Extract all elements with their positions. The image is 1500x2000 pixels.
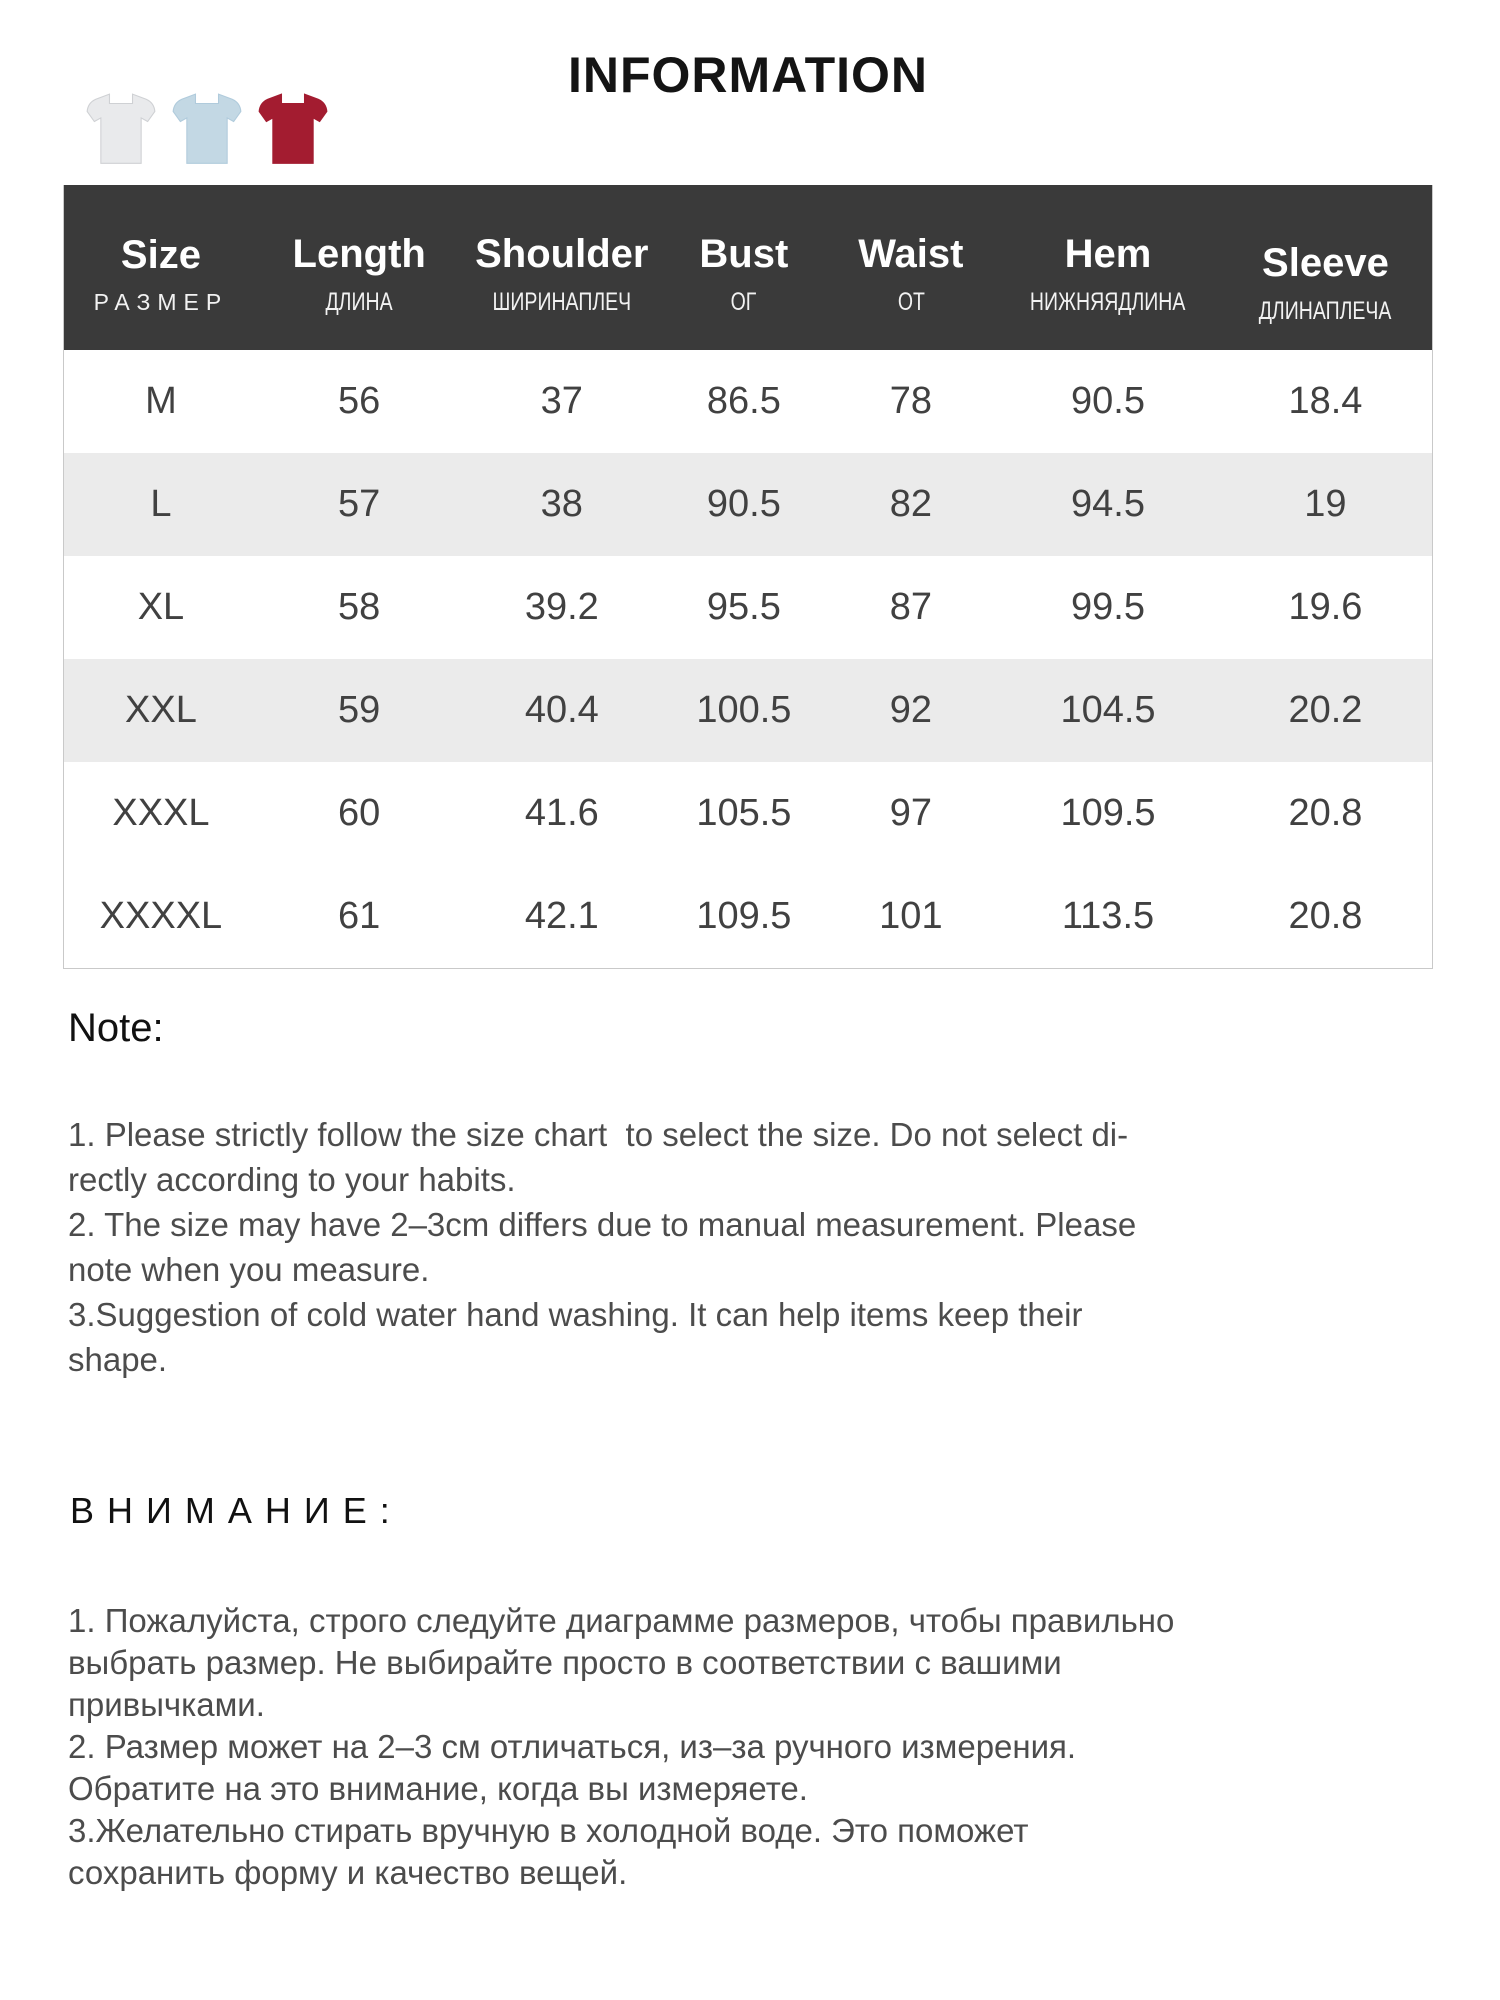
- col-label-sleeve-en: Sleeve: [1262, 240, 1389, 285]
- col-label-bust-ru: ОГ: [731, 287, 757, 316]
- col-header-length: [258, 185, 461, 350]
- note-line: note when you measure.: [68, 1251, 430, 1288]
- cell-size: XXXL: [64, 762, 258, 865]
- cell-sleeve: 19: [1219, 453, 1433, 556]
- cell-shoulder: 38: [461, 453, 664, 556]
- cell-size: L: [64, 453, 258, 556]
- cell-bust: 95.5: [663, 556, 825, 659]
- col-label-length-en: Length: [292, 231, 426, 276]
- cell-length: 57: [258, 453, 461, 556]
- cell-hem: 90.5: [997, 350, 1219, 453]
- col-label-hem-en: Hem: [1064, 231, 1152, 276]
- cell-shoulder: 41.6: [461, 762, 664, 865]
- col-header-bust: [663, 185, 825, 350]
- cell-shoulder: 40.4: [461, 659, 664, 762]
- cell-shoulder: 42.1: [461, 865, 664, 969]
- col-header-size: [64, 185, 258, 350]
- cell-length: 56: [258, 350, 461, 453]
- cell-length: 61: [258, 865, 461, 969]
- col-label-hem-ru: НИЖНЯЯДЛИНА: [1030, 287, 1186, 316]
- cell-bust: 100.5: [663, 659, 825, 762]
- col-label-shoulder-en: Shoulder: [475, 231, 649, 276]
- header-row: [64, 185, 1433, 350]
- cell-size: M: [64, 350, 258, 453]
- cell-sleeve: 20.2: [1219, 659, 1433, 762]
- cell-size: XXL: [64, 659, 258, 762]
- table-row-xxxl: [64, 762, 1433, 865]
- attention-heading: ВНИМАНИЕ:: [70, 1490, 403, 1531]
- col-label-size-en: Size: [120, 232, 201, 277]
- col-label-sleeve-ru: ДЛИНАПЛЕЧА: [1259, 296, 1392, 325]
- cell-hem: 99.5: [997, 556, 1219, 659]
- cell-hem: 109.5: [997, 762, 1219, 865]
- note-line: 3.Suggestion of cold water hand washing. It can help items keep their: [68, 1296, 1083, 1333]
- cell-sleeve: 20.8: [1219, 865, 1433, 969]
- table-row-m: [64, 350, 1433, 453]
- cell-length: 59: [258, 659, 461, 762]
- cell-waist: 101: [825, 865, 997, 969]
- table-row-xl: [64, 556, 1433, 659]
- size-chart-body: [64, 350, 1433, 969]
- col-label-shoulder-ru: ШИРИНАПЛЕЧ: [492, 287, 632, 316]
- note-line: привычками.: [68, 1686, 265, 1723]
- col-label-bust-en: Bust: [699, 231, 789, 276]
- cell-hem: 94.5: [997, 453, 1219, 556]
- table-row-xxl: [64, 659, 1433, 762]
- note-line: shape.: [68, 1341, 168, 1378]
- cell-bust: 109.5: [663, 865, 825, 969]
- note-line: сохранить форму и качество вещей.: [68, 1854, 628, 1891]
- col-header-hem: [997, 185, 1219, 350]
- col-label-length-ru: ДЛИНА: [325, 287, 393, 316]
- cell-bust: 105.5: [663, 762, 825, 865]
- col-header-sleeve: [1219, 185, 1433, 350]
- size-chart-table: [63, 185, 1433, 969]
- cell-length: 60: [258, 762, 461, 865]
- cell-sleeve: 18.4: [1219, 350, 1433, 453]
- cell-size: XL: [64, 556, 258, 659]
- notes-russian: [68, 1600, 1440, 1894]
- table-row-l: [64, 453, 1433, 556]
- cell-waist: 92: [825, 659, 997, 762]
- size-chart-header: [64, 185, 1433, 350]
- page-title: INFORMATION: [567, 47, 929, 103]
- cell-bust: 90.5: [663, 453, 825, 556]
- cell-waist: 97: [825, 762, 997, 865]
- cell-waist: 78: [825, 350, 997, 453]
- col-label-waist-ru: ОТ: [897, 287, 925, 316]
- cell-sleeve: 19.6: [1219, 556, 1433, 659]
- cell-waist: 82: [825, 453, 997, 556]
- cell-shoulder: 39.2: [461, 556, 664, 659]
- note-line: Обратите на это внимание, когда вы измеряете.: [68, 1770, 808, 1807]
- note-heading: Note:: [68, 1006, 164, 1050]
- col-header-waist: [825, 185, 997, 350]
- note-line: 2. Размер может на 2–3 см отличаться, из–за ручного измерения.: [68, 1728, 1077, 1765]
- note-line: rectly according to your habits.: [68, 1161, 516, 1198]
- note-line: 1. Please strictly follow the size chart to select the size. Do not select di-: [68, 1116, 1129, 1153]
- col-header-shoulder: [461, 185, 664, 350]
- cell-hem: 104.5: [997, 659, 1219, 762]
- cell-shoulder: 37: [461, 350, 664, 453]
- note-line: 1. Пожалуйста, строго следуйте диаграмме размеров, чтобы правильно: [68, 1602, 1175, 1639]
- cell-size: XXXXL: [64, 865, 258, 969]
- table-row-xxxxl: [64, 865, 1433, 969]
- cell-waist: 87: [825, 556, 997, 659]
- cell-length: 58: [258, 556, 461, 659]
- cell-sleeve: 20.8: [1219, 762, 1433, 865]
- note-line: 3.Желательно стирать вручную в холодной воде. Это поможет: [68, 1812, 1029, 1849]
- col-label-size-ru: РАЗМЕР: [93, 288, 229, 315]
- note-line: выбрать размер. Не выбирайте просто в соответствии с вашими: [68, 1644, 1062, 1681]
- note-line: 2. The size may have 2–3cm differs due to manual measurement. Please: [68, 1206, 1137, 1243]
- col-label-waist-en: Waist: [858, 231, 964, 276]
- cell-bust: 86.5: [663, 350, 825, 453]
- notes-english: [68, 1112, 1440, 1382]
- cell-hem: 113.5: [997, 865, 1219, 969]
